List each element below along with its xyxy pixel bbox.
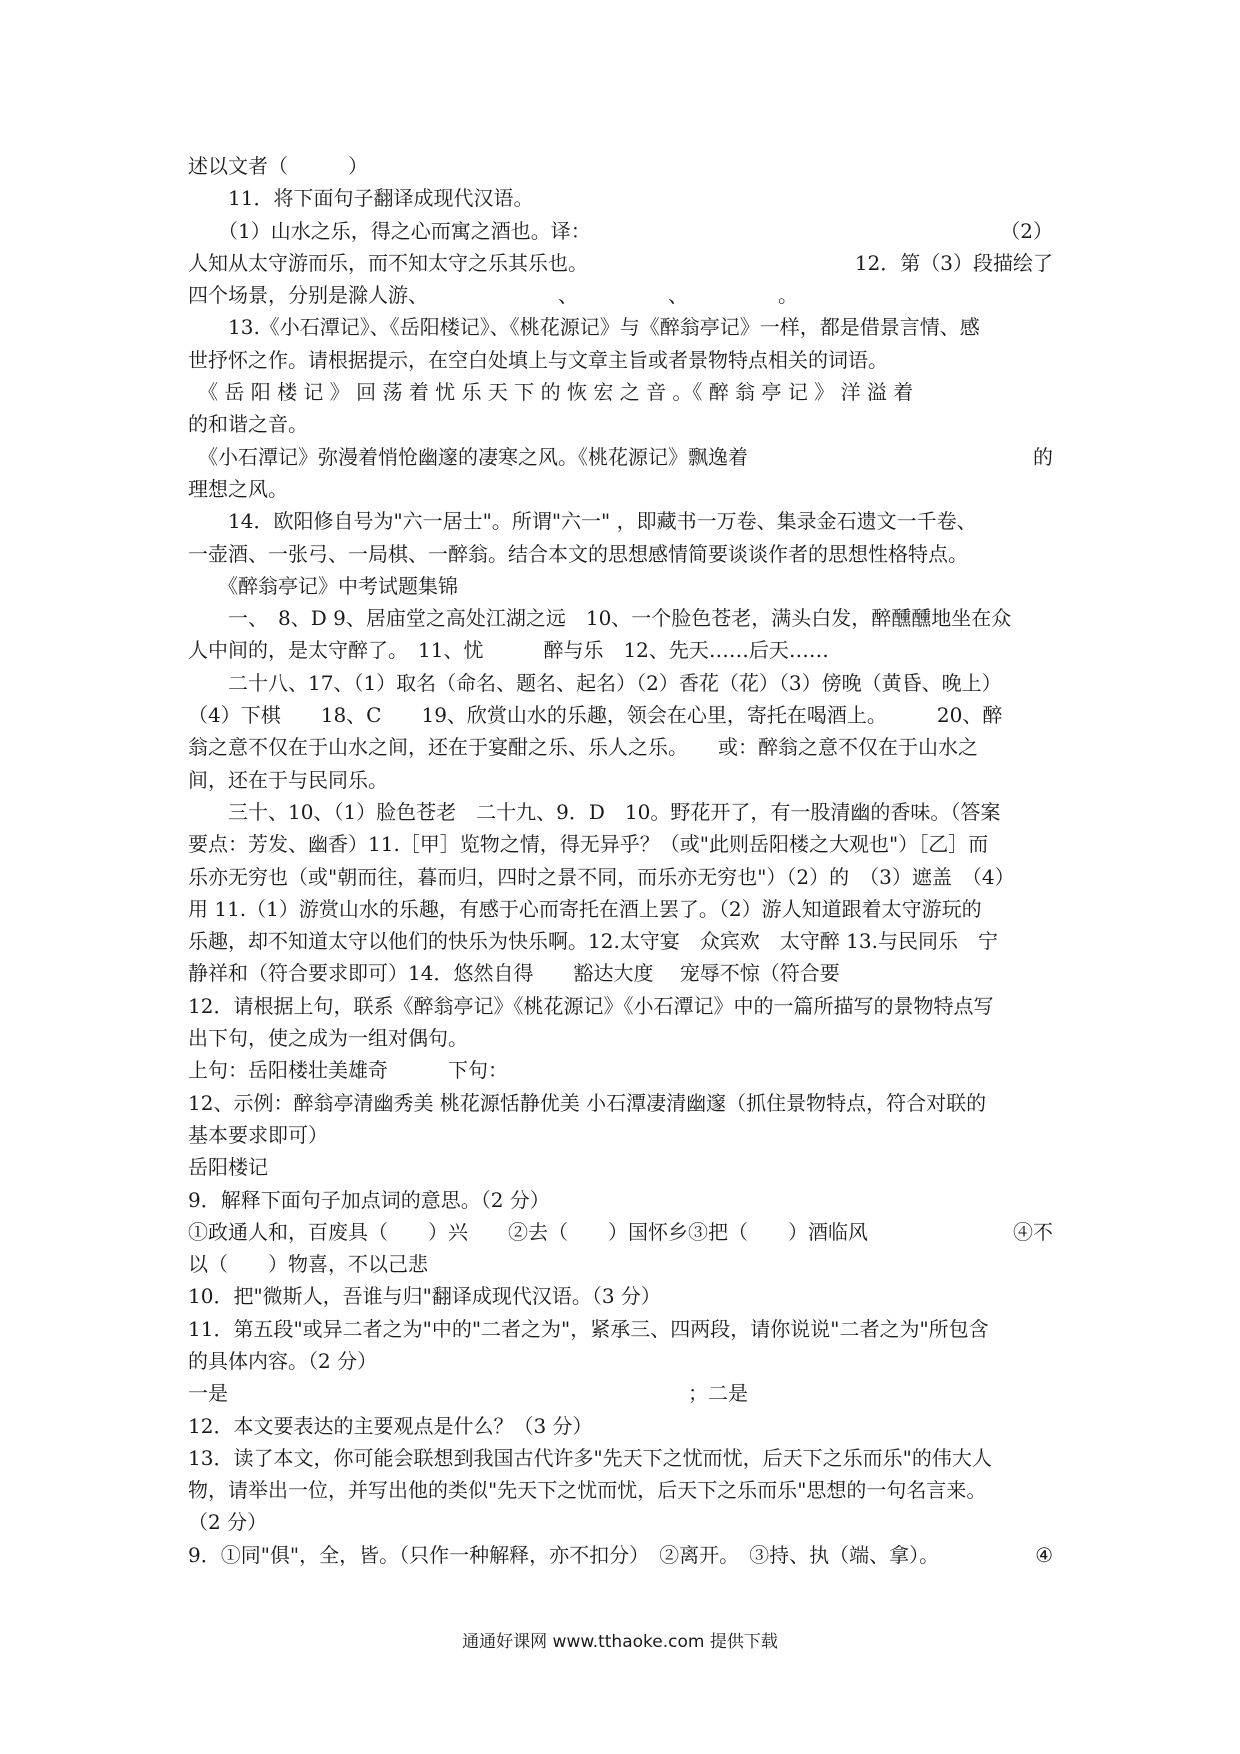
text-line: 上句：岳阳楼壮美雄奇 下句： (188, 1058, 508, 1083)
text-line: 一是 ；二是 (188, 1381, 748, 1406)
text-line: 以（ ）物喜，不以己悲 (188, 1252, 428, 1277)
text-line: 三十、10、（1）脸色苍老 二十九、9．D 10。野花开了，有一股清幽的香味。（答案 (188, 799, 1001, 824)
text-line-left: 《小石潭记》弥漫着悄怆幽邃的凄寒之风。《桃花源记》飘逸着 (188, 444, 748, 469)
text-line (188, 1216, 1053, 1248)
text-line: 基本要求即可） (188, 1122, 328, 1147)
text-line-left: 9．①同"俱"，全，皆。（只作一种解释，亦不扣分） ②离开。 ③持、执（端、拿）。 (188, 1542, 940, 1567)
text-line: 间，还在于与民同乐。 (188, 767, 388, 792)
text-line: 《 岳 阳 楼 记 》 回 荡 着 忧 乐 天 下 的 恢 宏 之 音 。《 醉 翁 亭 记 》 洋 溢 着 (188, 380, 914, 405)
text-line-right: 12．第（3）段描绘了 (854, 250, 1053, 275)
text-line: 12．请根据上句，联系《醉翁亭记》《桃花源记》《小石潭记》中的一篇所描写的景物特点写 (188, 993, 994, 1018)
text-line-left: （1）山水之乐，得之心而寓之酒也。译： (188, 218, 591, 243)
text-line: 乐亦无穷也（或"朝而往，暮而归，四时之景不同，而乐亦无穷也"）（2）的 （3）遮盖 （4） (188, 864, 1015, 889)
text-line: 人中间的，是太守醉了。 11、忧 醉与乐 12、先天……后天…… (188, 638, 829, 663)
text-line: 14．欧阳修自号为"六一居士"。所谓"六一" ，即藏书一万卷、集录金石遗文一千卷、 (188, 509, 977, 534)
text-line-left: 人知从太守游而乐，而不知太守之乐其乐也。 (188, 250, 588, 275)
text-line: 的和谐之音。 (188, 412, 308, 437)
text-line: 物，请举出一位，并写出他的类似"先天下之忧而忧，后天下之乐而乐"思想的一句名言来。 (188, 1478, 987, 1503)
text-line: 13.《小石潭记》、《岳阳楼记》、《桃花源记》与《醉翁亭记》一样，都是借景言情、感 (188, 315, 980, 340)
text-line: 理想之风。 (188, 476, 288, 501)
text-line: 二十八、17、（1）取名（命名、题名、起名）（2）香花（花）（3）傍晚（黄昏、晚上） (188, 670, 1002, 695)
text-line: 12、示例：醉翁亭清幽秀美 桃花源恬静优美 小石潭凄清幽邃（抓住景物特点，符合对联的 (188, 1090, 987, 1115)
text-line: 岳阳楼记 (188, 1155, 268, 1180)
text-line: 要点：芳发、幽香）11.［甲］览物之情，得无异乎？（或"此则岳阳楼之大观也"）［乙］而 (188, 832, 989, 857)
text-line-right: （2） (1000, 218, 1053, 243)
text-line: 出下句，使之成为一组对偶句。 (188, 1026, 468, 1051)
text-line: 用 11.（1）游赏山水的乐趣，有感于心而寄托在酒上罢了。（2）游人知道跟着太守游玩的 (188, 896, 982, 921)
text-line: 翁之意不仅在于山水之间，还在于宴酣之乐、乐人之乐。 或：醉翁之意不仅在于山水之 (188, 735, 978, 760)
text-line: 的具体内容。（2 分） (188, 1348, 378, 1373)
text-line: 《醉翁亭记》中考试题集锦 (188, 573, 458, 598)
page-footer: 通通好课网 www.tthaoke.com 提供下载 (462, 1632, 778, 1652)
text-line: 世抒怀之作。请根据提示，在空白处填上与文章主旨或者景物特点相关的词语。 (188, 347, 888, 372)
text-line: 11．将下面句子翻译成现代汉语。 (188, 186, 534, 211)
text-line: 静祥和（符合要求即可）14．悠然自得 豁达大度 宠辱不惊（符合要 (188, 961, 840, 986)
text-line (188, 441, 1053, 473)
text-line-right: ④ (1035, 1542, 1053, 1567)
text-line-right: 的 (1033, 444, 1053, 469)
text-line: 9．解释下面句子加点词的意思。（2 分） (188, 1187, 550, 1212)
document-body (188, 150, 1053, 1571)
text-line (188, 247, 1053, 279)
text-line: 乐趣，却不知道太守以他们的快乐为快乐啊。12.太守宴 众宾欢 太守醉 13.与民同乐 宁 (188, 929, 998, 954)
text-line (188, 215, 1053, 247)
text-line: 一、 8、D 9、居庙堂之高处江湖之远 10、一个脸色苍老，满头白发，醉醺醺地坐在众 (188, 606, 1012, 631)
text-line: （2 分） (188, 1510, 268, 1535)
text-line: 四个场景，分别是滁人游、 、 、 。 (188, 283, 798, 308)
text-line: 12．本文要表达的主要观点是什么？（3 分） (188, 1413, 593, 1438)
text-line: 10．把"微斯人，吾谁与归"翻译成现代汉语。（3 分） (188, 1284, 661, 1309)
text-line: （4）下棋 18、C 19、欣赏山水的乐趣，领会在心里，寄托在喝酒上。 20、醉 (188, 703, 1003, 728)
text-line: 述以文者（ ） (188, 154, 368, 178)
text-line: 一壶酒、一张弓、一局棋、一醉翁。结合本文的思想感情简要谈谈作者的思想性格特点。 (188, 541, 968, 566)
text-line (188, 1539, 1053, 1571)
text-line: 11．第五段"或异二者之为"中的"二者之为"，紧承三、四两段，请你说说"二者之为"所包含 (188, 1316, 989, 1341)
text-line: 13．读了本文，你可能会联想到我国古代许多"先天下之忧而忧，后天下之乐而乐"的伟大人 (188, 1445, 992, 1470)
text-line-left: ①政通人和，百废具（ ）兴 ②去（ ）国怀乡③把（ ）酒临风 (188, 1219, 868, 1244)
text-line-right: ④不 (1013, 1219, 1053, 1244)
